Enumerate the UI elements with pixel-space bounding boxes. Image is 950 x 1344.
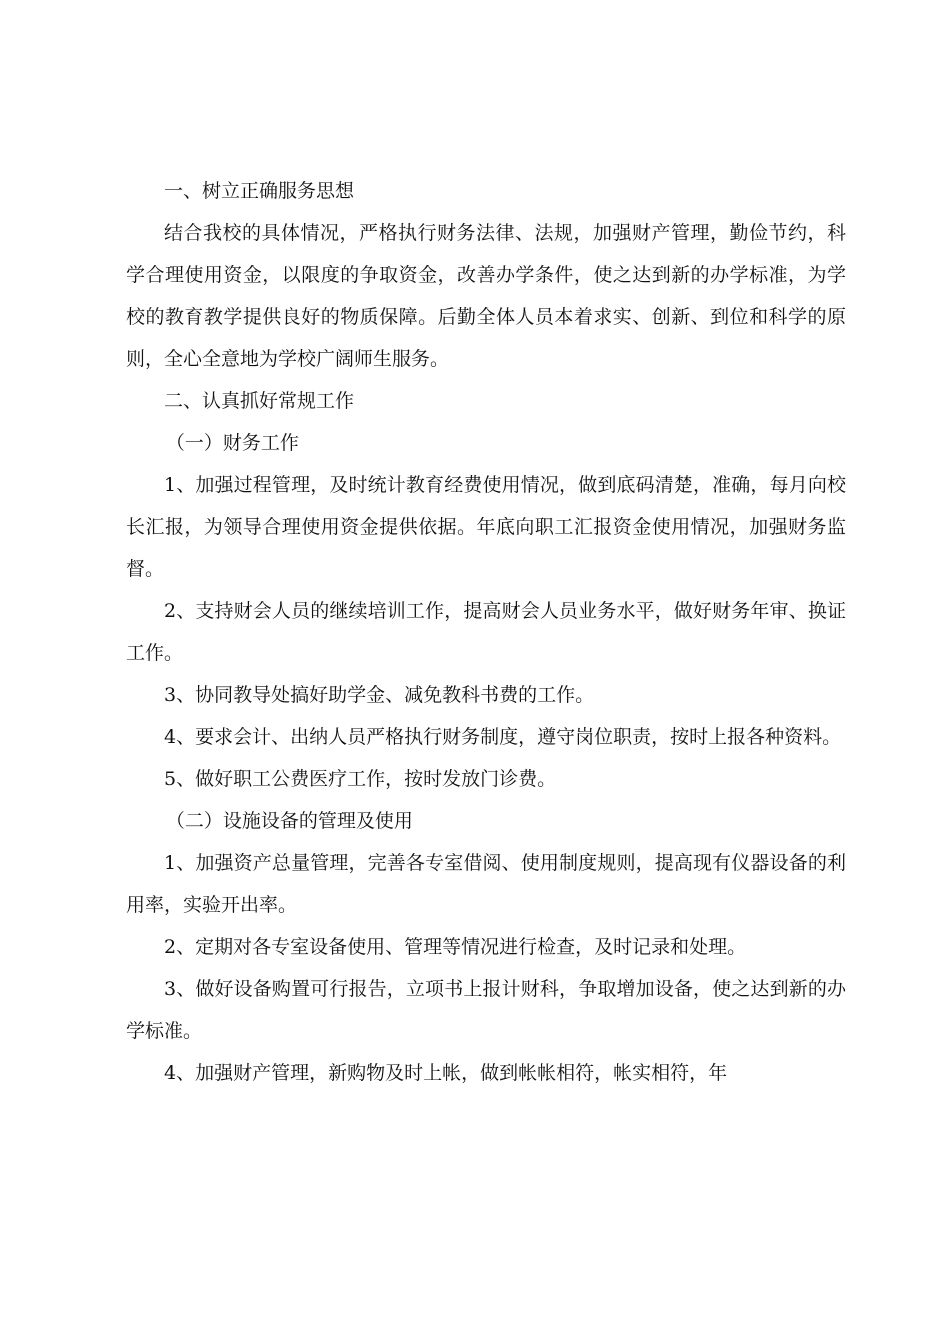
list-item: 2、支持财会人员的继续培训工作，提高财会人员业务水平，做好财务年审、换证工作。 [126, 600, 846, 664]
document-body [126, 170, 846, 1094]
list-item: 3、做好设备购置可行报告，立项书上报计财科，争取增加设备，使之达到新的办学标准。 [126, 978, 846, 1042]
subsection-heading-facilities: （二）设施设备的管理及使用 [165, 810, 413, 832]
subsection-heading-finance: （一）财务工作 [165, 432, 299, 454]
list-item: 3、协同教导处搞好助学金、减免教科书费的工作。 [164, 684, 595, 706]
list-item: 1、加强过程管理，及时统计教育经费使用情况，做到底码清楚，准确，每月向校长汇报，为领导合理使用资金提供依据。年底向职工汇报资金使用情况，加强财务监督。 [126, 474, 846, 580]
list-item: 4、要求会计、出纳人员严格执行财务制度，遵守岗位职责，按时上报各种资料。 [164, 726, 842, 748]
section-1-paragraph: 结合我校的具体情况，严格执行财务法律、法规，加强财产管理，勤俭节约，科学合理使用资金，以限度的争取资金，改善办学条件，使之达到新的办学标准，为学校的教育教学提供良好的物质保障。后勤全体人员本着求实、创新、到位和科学的原则，全心全意地为学校广阔师生服务。 [126, 222, 846, 370]
section-heading-2: 二、认真抓好常规工作 [164, 390, 355, 412]
list-item: 4、加强财产管理，新购物及时上帐，做到帐帐相符，帐实相符，年 [164, 1062, 728, 1084]
list-item: 1、加强资产总量管理，完善各专室借阅、使用制度规则，提高现有仪器设备的利用率，实验开出率。 [126, 852, 846, 916]
section-heading-1: 一、树立正确服务思想 [164, 180, 355, 202]
list-item: 5、做好职工公费医疗工作，按时发放门诊费。 [164, 768, 557, 790]
list-item: 2、定期对各专室设备使用、管理等情况进行检查，及时记录和处理。 [164, 936, 747, 958]
